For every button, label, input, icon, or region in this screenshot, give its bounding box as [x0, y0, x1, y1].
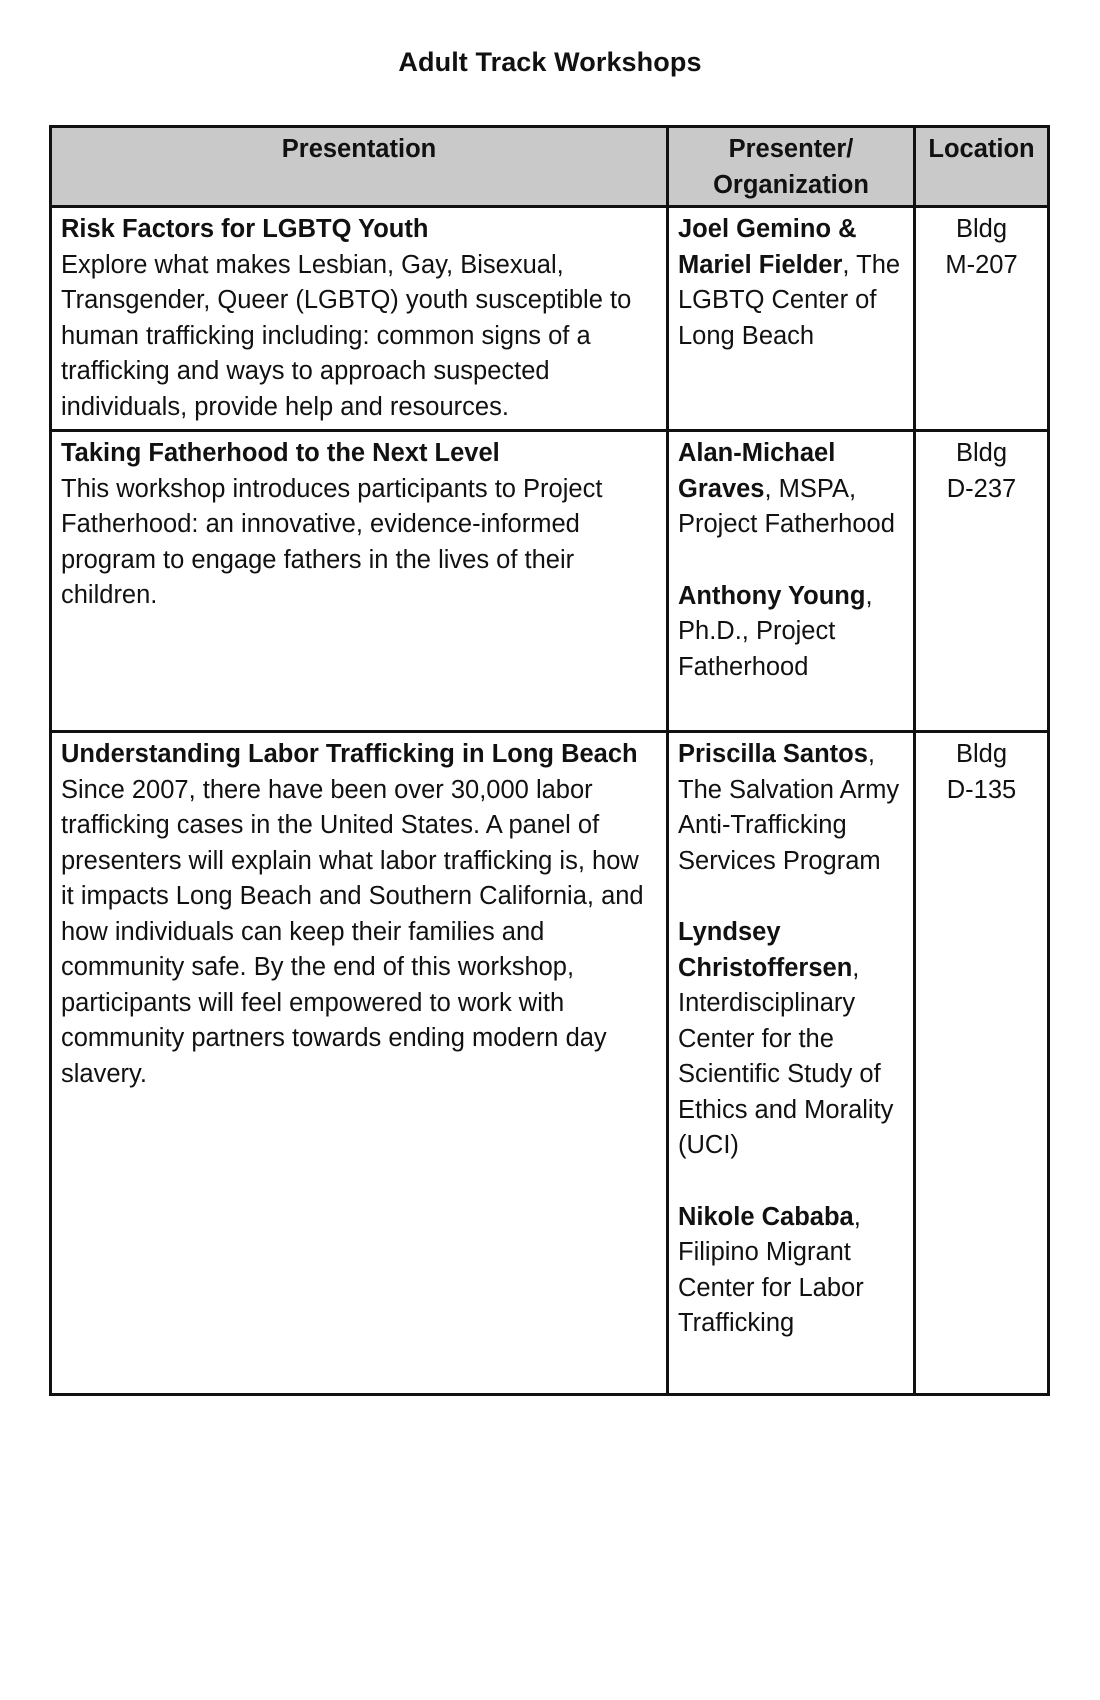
presenter-name: Priscilla Santos: [678, 740, 868, 768]
presenter-affiliation: , MSPA, Project Fatherhood: [678, 474, 895, 538]
workshop-description: This workshop introduces participants to Project Fatherhood: an innovative, evidence-informed program to engage fathers in the lives of their children.: [61, 474, 603, 609]
location-cell: [915, 732, 1049, 1395]
table-header-row: [51, 127, 1049, 207]
presenter-cell: [668, 207, 915, 431]
presenter-affiliation: , The LGBTQ Center of Long Beach: [678, 250, 901, 350]
presenter-name: Alan-Michael Graves: [678, 439, 836, 503]
header-location: Location: [915, 127, 1049, 207]
location-room: D-135: [946, 775, 1017, 804]
presenter-affiliation: , Filipino Migrant Center for Labor Trafficking: [678, 1202, 864, 1337]
presentation-cell: [51, 207, 668, 431]
table-row: [51, 207, 1049, 431]
location-building: Bldg: [955, 215, 1008, 243]
location-room: M-207: [945, 250, 1018, 279]
location-building: Bldg: [955, 439, 1008, 467]
workshop-description: Since 2007, there have been over 30,000 labor trafficking cases in the United States. A panel of presenters will explain what labor trafficking is, how it impacts Long Beach and Southern California, and how individuals can keep their families and community safe. By the end of this workshop, participants will feel empowered to work with community partners towards ending modern day slavery.: [61, 775, 644, 1088]
header-presentation: Presentation: [51, 127, 668, 207]
presenter-name: Joel Gemino & Mariel Fielder: [678, 215, 857, 279]
workshop-title: Taking Fatherhood to the Next Level: [61, 439, 500, 467]
workshops-table: [49, 125, 1050, 1396]
presenter: [678, 1200, 904, 1342]
presenter: [678, 579, 904, 686]
location-room: D-237: [946, 474, 1017, 503]
workshop-title: Risk Factors for LGBTQ Youth: [61, 215, 429, 243]
presenter-cell: [668, 431, 915, 732]
location-building: Bldg: [955, 740, 1008, 768]
workshop-title: Understanding Labor Trafficking in Long Beach: [61, 740, 638, 768]
presenter-name: Anthony Young: [678, 581, 866, 610]
table-row: [51, 431, 1049, 732]
header-presenter-line2: Organization: [713, 170, 869, 199]
location-cell: [915, 431, 1049, 732]
presenter: [678, 212, 904, 354]
table-row: [51, 732, 1049, 1395]
presenter: [678, 737, 904, 879]
presenter-affiliation: , Interdisciplinary Center for the Scientific Study of Ethics and Morality (UCI): [678, 953, 894, 1159]
presenter-affiliation: , Ph.D., Project Fatherhood: [678, 581, 873, 681]
presenter: [678, 436, 904, 543]
workshop-description: Explore what makes Lesbian, Gay, Bisexual, Transgender, Queer (LGBTQ) youth susceptible to human trafficking including: common signs of a trafficking and ways to approach suspected individuals, provide help and resources.: [61, 250, 632, 421]
presenter: [678, 915, 904, 1164]
presenter-name: Lyndsey Christoffersen: [678, 918, 853, 982]
header-presenter-line1: Presenter/: [728, 135, 854, 163]
presentation-cell: [51, 431, 668, 732]
presenter-affiliation: , The Salvation Army Anti-Trafficking Services Program: [678, 740, 900, 875]
presenter-cell: [668, 732, 915, 1395]
page-title: Adult Track Workshops: [398, 47, 702, 77]
presentation-cell: [51, 732, 668, 1395]
header-presenter-organization: [668, 127, 915, 207]
location-cell: [915, 207, 1049, 431]
presenter-name: Nikole Cababa: [678, 1202, 854, 1231]
